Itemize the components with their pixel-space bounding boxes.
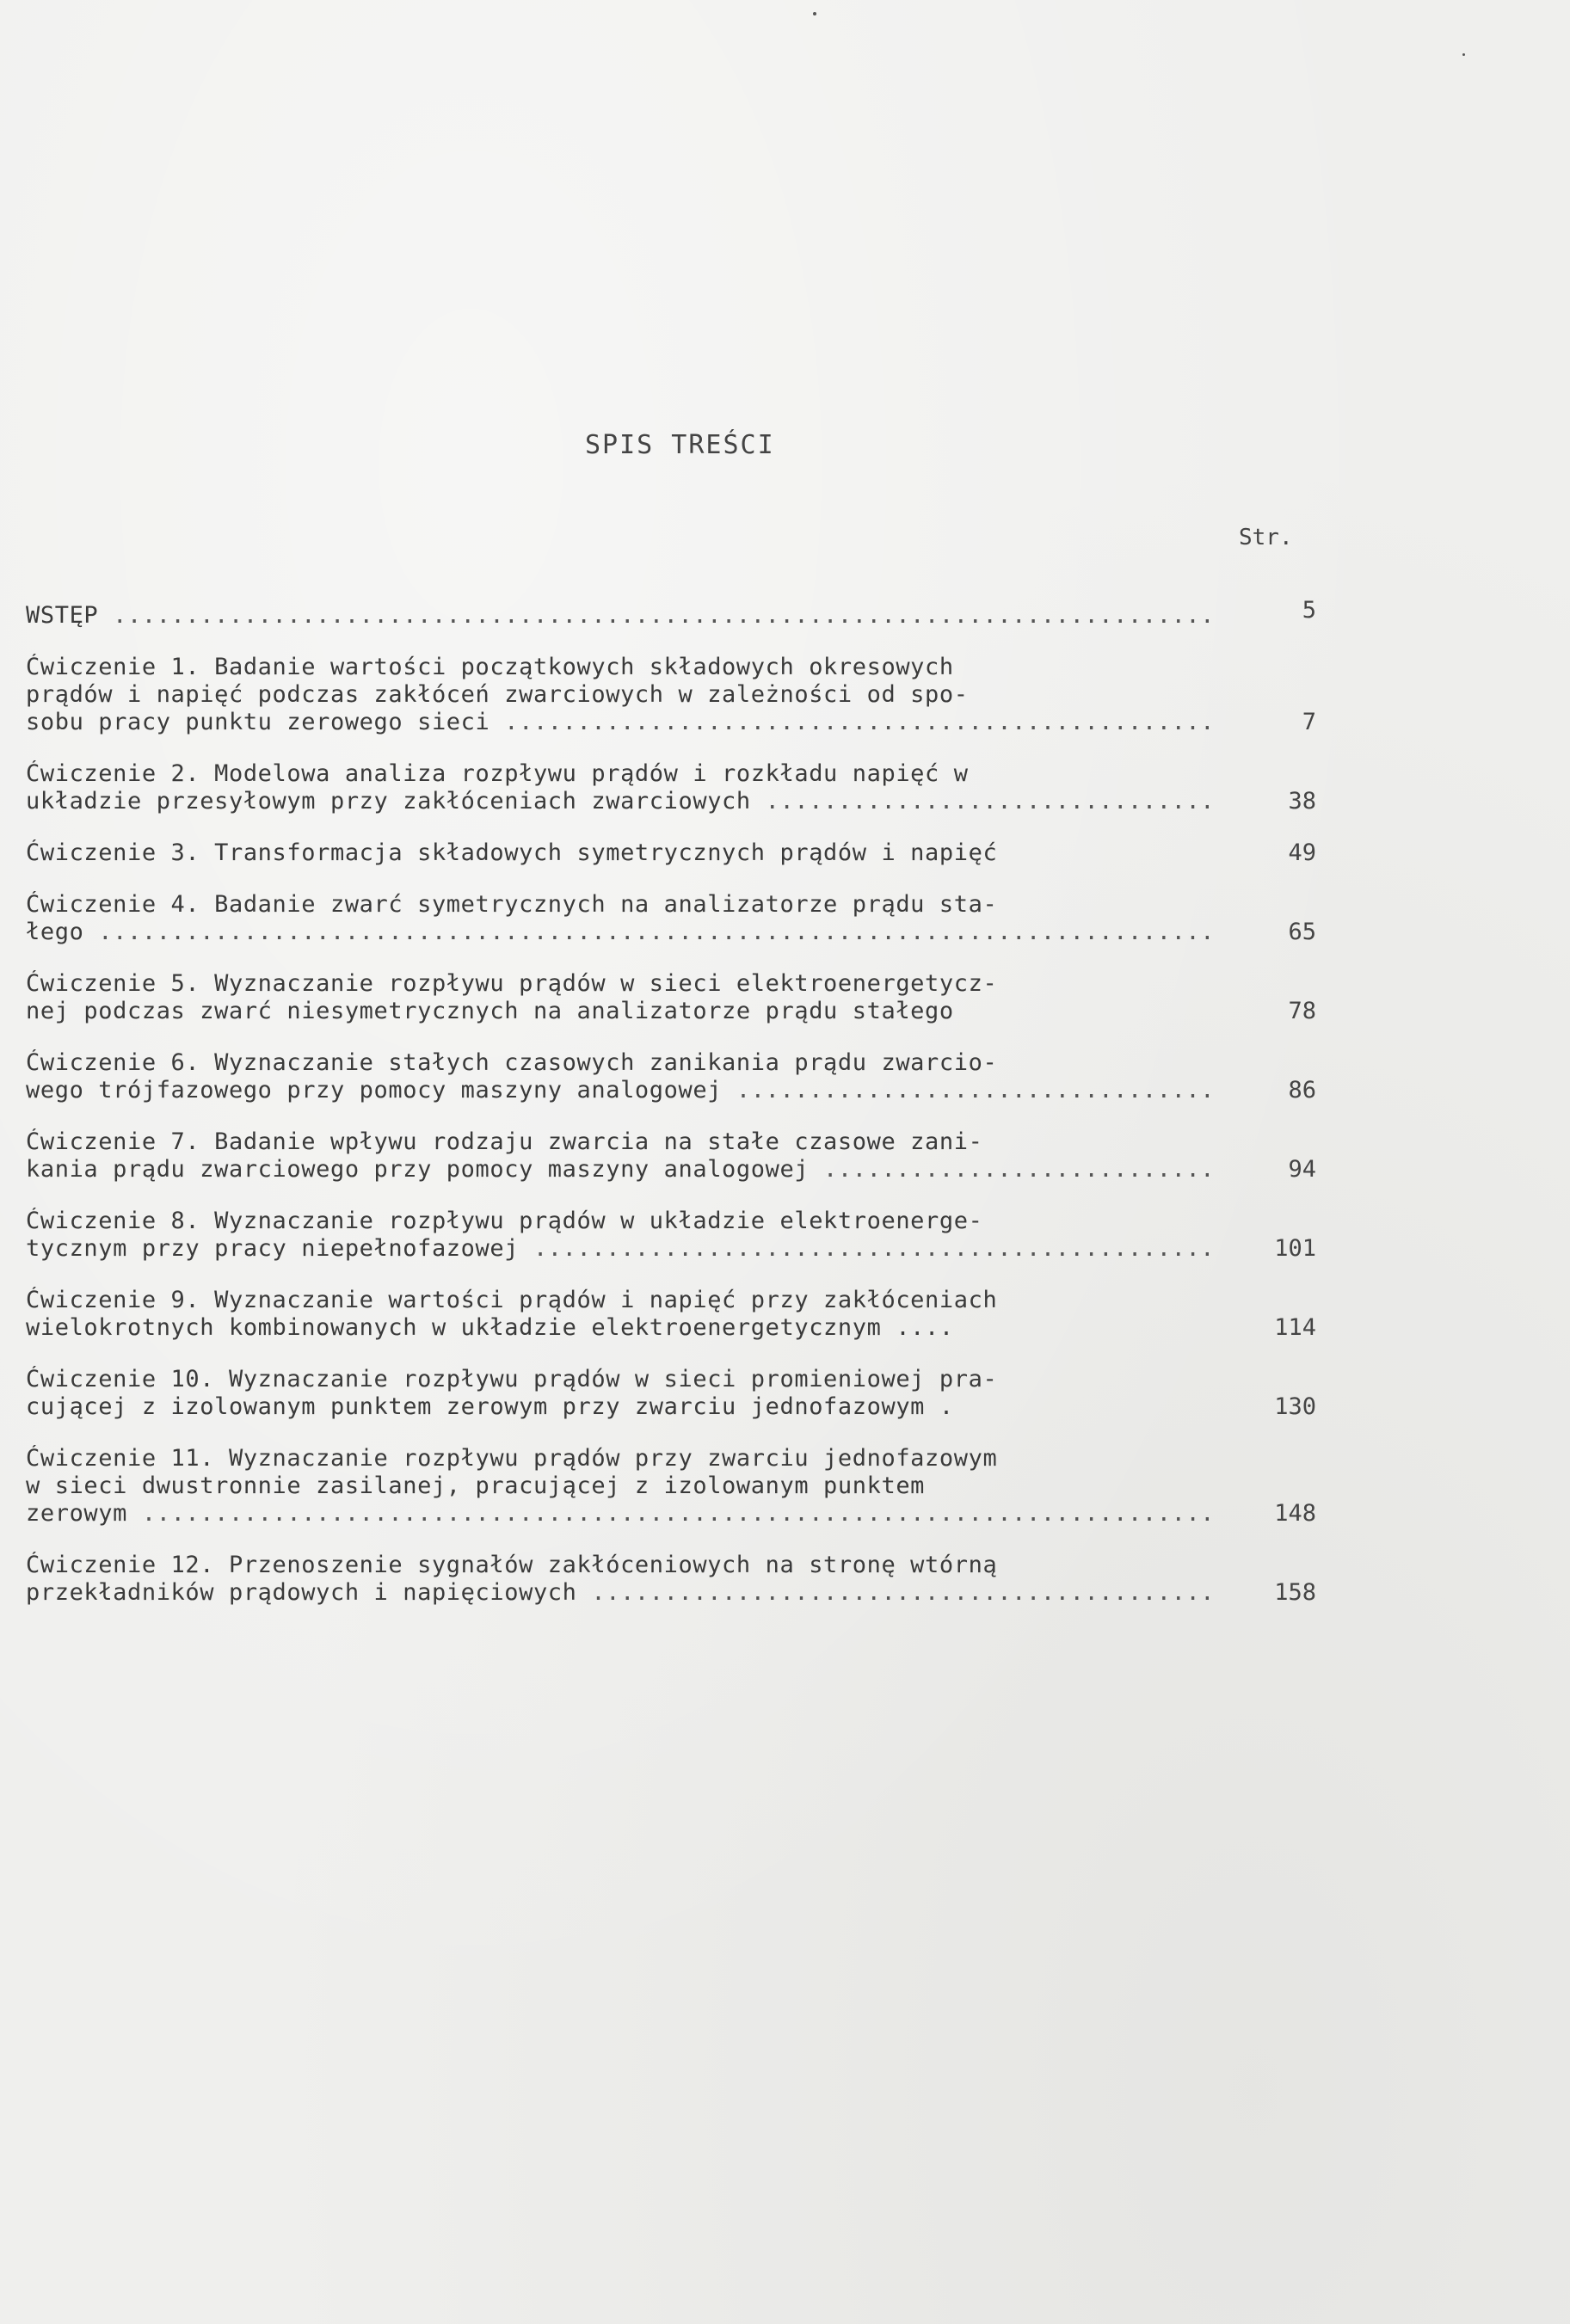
paper-speck: [1462, 53, 1465, 56]
toc-entry-line: WSTĘP .....: [26, 602, 1213, 630]
toc-entry-line: Ćwiczenie 3. Transformacja składowych symetrycznych prądów i napięć: [26, 839, 998, 866]
toc-entry-line: cującej z izolowanym punktem zerowym przy zwarciu jednofazowym .: [26, 1393, 954, 1420]
toc-entry: [26, 1049, 1316, 1104]
toc-entry-line: Ćwiczenie 4. Badanie zwarć symetrycznych na analizatorze prądu sta-: [26, 891, 998, 918]
toc-entry: [26, 1208, 1316, 1263]
toc-entry-line: Ćwiczenie 1. Badanie wartości początkowych składowych okresowych: [26, 654, 954, 680]
toc-entry-page-number: 78: [1288, 998, 1316, 1024]
toc-entry-line: prądów i napięć podczas zakłóceń zwarciowych w zależności od spo-: [26, 681, 969, 708]
toc-entry-line: Ćwiczenie 11. Wyznaczanie rozpływu prądów przy zwarciu jednofazowym: [26, 1445, 998, 1472]
toc-entry-line: Ćwiczenie 6. Wyznaczanie stałych czasowych zanikania prądu zwarcio-: [26, 1049, 998, 1076]
toc-entry-page-number: 94: [1288, 1156, 1316, 1183]
toc-entry-page-number: 65: [1288, 919, 1316, 945]
page-title: SPIS TREŚCI: [585, 430, 775, 460]
toc-entry-line: przekładników prądowych i napięciowych .....: [26, 1579, 1213, 1607]
table-of-contents: [26, 597, 1316, 1631]
toc-entry: [26, 1287, 1316, 1342]
toc-entry-line: kania prądu zwarciowego przy pomocy maszyny analogowej .....: [26, 1156, 1213, 1184]
toc-entry: [26, 760, 1316, 815]
page-column-label: Str.: [1239, 525, 1293, 550]
toc-entry-page-number: 158: [1274, 1579, 1316, 1606]
toc-entry-line: Ćwiczenie 7. Badanie wpływu rodzaju zwarcia na stałe czasowe zani-: [26, 1128, 983, 1155]
toc-entry-page-number: 148: [1274, 1500, 1316, 1527]
toc-entry-page-number: 114: [1274, 1314, 1316, 1341]
toc-entry-line: Ćwiczenie 2. Modelowa analiza rozpływu prądów i rozkładu napięć w: [26, 760, 969, 787]
paper-speck: [813, 12, 816, 15]
toc-entry-page-number: 49: [1288, 839, 1316, 866]
toc-entry-line: sobu pracy punktu zerowego sieci .....: [26, 709, 1213, 736]
toc-entry-page-number: 86: [1288, 1077, 1316, 1104]
toc-entry-line: Ćwiczenie 9. Wyznaczanie wartości prądów i napięć przy zakłóceniach: [26, 1287, 998, 1313]
toc-entry: [26, 891, 1316, 946]
toc-entry: [26, 1552, 1316, 1607]
toc-entry-line: Ćwiczenie 8. Wyznaczanie rozpływu prądów w układzie elektroenerge-: [26, 1208, 983, 1234]
toc-entry-page-number: 5: [1302, 597, 1316, 624]
toc-entry-line: tycznym przy pracy niepełnofazowej .....: [26, 1235, 1213, 1263]
toc-entry-line: wego trójfazowego przy pomocy maszyny analogowej .....: [26, 1077, 1213, 1104]
toc-entry-line: w sieci dwustronnie zasilanej, pracującej z izolowanym punktem: [26, 1472, 926, 1499]
toc-entry-page-number: 101: [1274, 1235, 1316, 1262]
toc-entry-page-number: 130: [1274, 1393, 1316, 1420]
toc-entry-line: nej podczas zwarć niesymetrycznych na analizatorze prądu stałego: [26, 998, 954, 1024]
toc-entry-page-number: 38: [1288, 788, 1316, 815]
toc-entry-line: Ćwiczenie 12. Przenoszenie sygnałów zakłóceniowych na stronę wtórną: [26, 1552, 998, 1578]
toc-entry-line: układzie przesyłowym przy zakłóceniach zwarciowych .....: [26, 788, 1213, 815]
toc-entry: [26, 654, 1316, 736]
toc-entry: [26, 839, 1316, 867]
toc-entry-line: Ćwiczenie 10. Wyznaczanie rozpływu prądów w sieci promieniowej pra-: [26, 1366, 998, 1393]
toc-entry: [26, 970, 1316, 1025]
toc-entry-page-number: 7: [1302, 709, 1316, 735]
toc-entry: [26, 1128, 1316, 1184]
toc-entry-line: Ćwiczenie 5. Wyznaczanie rozpływu prądów w sieci elektroenergetycz-: [26, 970, 998, 997]
toc-entry: [26, 597, 1316, 630]
toc-entry-line: wielokrotnych kombinowanych w układzie elektroenergetycznym ....: [26, 1314, 954, 1341]
toc-entry-line: zerowym .....: [26, 1500, 1213, 1528]
toc-entry: [26, 1445, 1316, 1528]
toc-entry: [26, 1366, 1316, 1421]
toc-entry-line: łego .....: [26, 919, 1213, 946]
